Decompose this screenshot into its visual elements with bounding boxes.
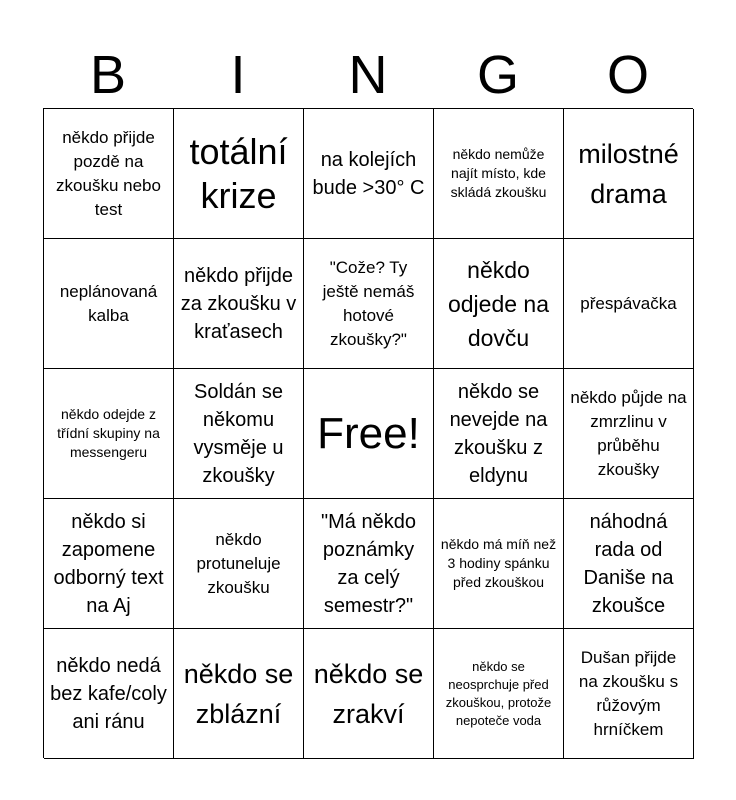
- bingo-cell[interactable]: [564, 239, 694, 369]
- bingo-cell[interactable]: [174, 109, 304, 239]
- cell-text: někdo nemůže najít místo, kde skládá zkoušku: [450, 146, 547, 200]
- cell-text: náhodná rada od Daniše na zkoušce: [583, 510, 674, 617]
- cell-text: někdo odjede na dovču: [447, 256, 550, 351]
- bingo-cell[interactable]: [564, 629, 694, 759]
- bingo-cell[interactable]: [44, 239, 174, 369]
- cell-text: někdo protuneluje zkoušku: [196, 529, 281, 597]
- free-cell[interactable]: [304, 369, 434, 499]
- bingo-cell[interactable]: [304, 629, 434, 759]
- cell-text: Dušan přijde na zkoušku s růžovým hrníčkem: [578, 647, 679, 739]
- bingo-cell[interactable]: [174, 239, 304, 369]
- bingo-cell[interactable]: [44, 369, 174, 499]
- bingo-cell[interactable]: [564, 499, 694, 629]
- cell-text: někdo se neosprchuje před zkouškou, protože nepoteče voda: [445, 658, 552, 728]
- header-letter-i: I: [230, 45, 246, 105]
- bingo-cell[interactable]: [174, 499, 304, 629]
- cell-text: někdo se nevejde na zkoušku z eldynu: [449, 380, 548, 487]
- bingo-cell[interactable]: [434, 499, 564, 629]
- bingo-cell[interactable]: [174, 629, 304, 759]
- bingo-cell[interactable]: [434, 239, 564, 369]
- header-letter-o: O: [606, 45, 649, 105]
- header-letter-g: G: [476, 45, 519, 105]
- bingo-cell[interactable]: [44, 629, 174, 759]
- bingo-grid: [43, 108, 693, 758]
- cell-text: přespávačka: [580, 293, 677, 313]
- cell-text: na kolejích bude >30° C: [312, 148, 425, 199]
- bingo-cell[interactable]: [174, 369, 304, 499]
- free-text: Free!: [317, 408, 420, 458]
- cell-text: někdo si zapomene odborný text na Aj: [53, 510, 164, 617]
- cell-text: Soldán se někomu vysměje u zkoušky: [193, 380, 284, 487]
- bingo-header: [43, 42, 693, 108]
- cell-text: "Má někdo poznámky za celý semestr?": [321, 510, 416, 617]
- cell-text: někdo přijde za zkoušku v kraťasech: [180, 264, 297, 343]
- cell-text: někdo odejde z třídní skupiny na messengeru: [57, 406, 160, 460]
- bingo-cell[interactable]: [434, 109, 564, 239]
- bingo-cell[interactable]: [304, 239, 434, 369]
- bingo-cell[interactable]: [304, 499, 434, 629]
- cell-text: někdo se zrakví: [313, 658, 424, 729]
- cell-text: totální krize: [189, 130, 288, 216]
- bingo-cell[interactable]: [434, 629, 564, 759]
- header-letter-b: B: [89, 45, 127, 105]
- cell-text: neplánovaná kalba: [59, 281, 158, 325]
- bingo-cell[interactable]: [304, 109, 434, 239]
- bingo-cell[interactable]: [564, 109, 694, 239]
- cell-text: někdo má míň než 3 hodiny spánku před zkouškou: [440, 536, 557, 590]
- cell-text: "Cože? Ty ještě nemáš hotové zkoušky?": [322, 257, 415, 349]
- bingo-cell[interactable]: [434, 369, 564, 499]
- bingo-cell[interactable]: [44, 109, 174, 239]
- bingo-cell[interactable]: [44, 499, 174, 629]
- header-letter-n: N: [348, 45, 388, 105]
- cell-text: někdo se zblázní: [183, 658, 294, 729]
- cell-text: někdo půjde na zmrzlinu v průběhu zkoušky: [570, 387, 687, 479]
- cell-text: někdo nedá bez kafe/coly ani ránu: [50, 654, 167, 733]
- bingo-cell[interactable]: [564, 369, 694, 499]
- cell-text: někdo přijde pozdě na zkoušku nebo test: [56, 127, 161, 219]
- cell-text: milostné drama: [578, 138, 679, 209]
